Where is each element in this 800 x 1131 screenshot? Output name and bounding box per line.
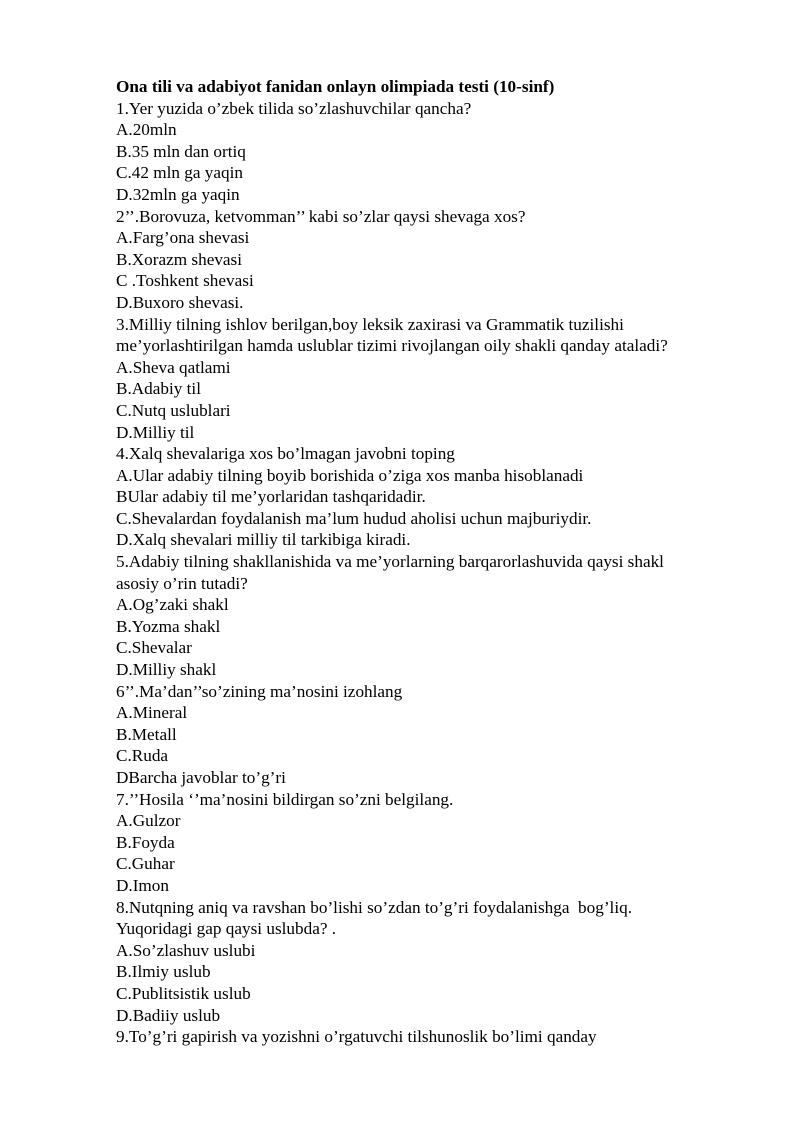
question-text: 1.Yer yuzida o’zbek tilida so’zlashuvchilar qancha? <box>116 98 472 118</box>
text-line: D.Buxoro shevasi. <box>116 292 244 312</box>
text-line: C.Shevalar <box>116 638 192 658</box>
question-text: 2’’.Borovuza, ketvomman’’ kabi so’zlar qaysi shevaga xos? <box>116 206 526 226</box>
text-line: B.Yozma shakl <box>116 616 221 636</box>
text-line: D.Xalq shevalari milliy til tarkibiga kiradi. <box>116 530 411 550</box>
text-line: asosiy o’rin tutadi? <box>116 573 248 593</box>
text-line: A.Farg’ona shevasi <box>116 228 250 248</box>
text-line: C.Publitsistik uslub <box>116 983 251 1003</box>
text-line: me’yorlashtirilgan hamda uslublar tizimi rivojlangan oily shakli qanday ataladi? <box>116 336 668 356</box>
text-line: C.Nutq uslublari <box>116 400 231 420</box>
text-line: A.Mineral <box>116 703 188 723</box>
question-text: 5.Adabiy tilning shakllanishida va me’yorlarning barqarorlashuvida qaysi shakl <box>116 552 664 572</box>
document-page <box>116 76 756 1048</box>
question-text: 3.Milliy tilning ishlov berilgan,boy leksik zaxirasi va Grammatik tuzilishi <box>116 314 624 334</box>
question-text: 4.Xalq shevalariga xos bo’lmagan javobni toping <box>116 444 455 464</box>
document-title: Ona tili va adabiyot fanidan onlayn olimpiada testi (10-sinf) <box>116 77 555 96</box>
text-line: C.Shevalardan foydalanish ma’lum hudud aholisi uchun majburiydir. <box>116 508 592 528</box>
text-line: B.Metall <box>116 724 177 744</box>
text-line: A.20mln <box>116 120 177 140</box>
text-line: B.Xorazm shevasi <box>116 249 243 269</box>
text-line: DBarcha javoblar to’g’ri <box>116 768 286 787</box>
text-line: A.Gulzor <box>116 811 181 831</box>
question-list <box>116 98 756 1048</box>
text-line: C.42 mln ga yaqin <box>116 163 243 183</box>
text-line: D.Milliy til <box>116 422 195 442</box>
question-text: 6’’.Ma’dan’’so’zining ma’nosini izohlang <box>116 681 403 701</box>
text-line: D.32mln ga yaqin <box>116 184 240 204</box>
question-text: 9.To’g’ri gapirish va yozishni o’rgatuvchi tilshunoslik bo’limi qanday <box>116 1027 597 1047</box>
text-line: A.So’zlashuv uslubi <box>116 940 256 960</box>
text-line: C.Ruda <box>116 746 169 766</box>
text-line: B.Ilmiy uslub <box>116 962 211 982</box>
question-text: 7.’’Hosila ‘’ma’nosini bildirgan so’zni belgilang. <box>116 789 454 809</box>
text-line: D.Milliy shakl <box>116 660 217 680</box>
text-line: A.Ular adabiy tilning boyib borishida o’ziga xos manba hisoblanadi <box>116 465 584 485</box>
text-line: D.Imon <box>116 875 169 895</box>
text-line: B.Foyda <box>116 832 175 852</box>
text-line: Yuqoridagi gap qaysi uslubda? . <box>116 919 337 939</box>
text-line: B.Adabiy til <box>116 379 201 399</box>
text-line: A.Og’zaki shakl <box>116 595 229 615</box>
text-line: BUlar adabiy til me’yorlaridan tashqaridadir. <box>116 487 426 507</box>
text-line: A.Sheva qatlami <box>116 357 231 377</box>
text-line: C.Guhar <box>116 854 175 874</box>
text-line: B.35 mln dan ortiq <box>116 141 246 161</box>
text-line: D.Badiiy uslub <box>116 1005 221 1025</box>
text-line: C .Toshkent shevasi <box>116 271 254 291</box>
question-text: 8.Nutqning aniq va ravshan bo’lishi so’zdan to’g’ri foydalanishga bog’liq. <box>116 897 632 917</box>
